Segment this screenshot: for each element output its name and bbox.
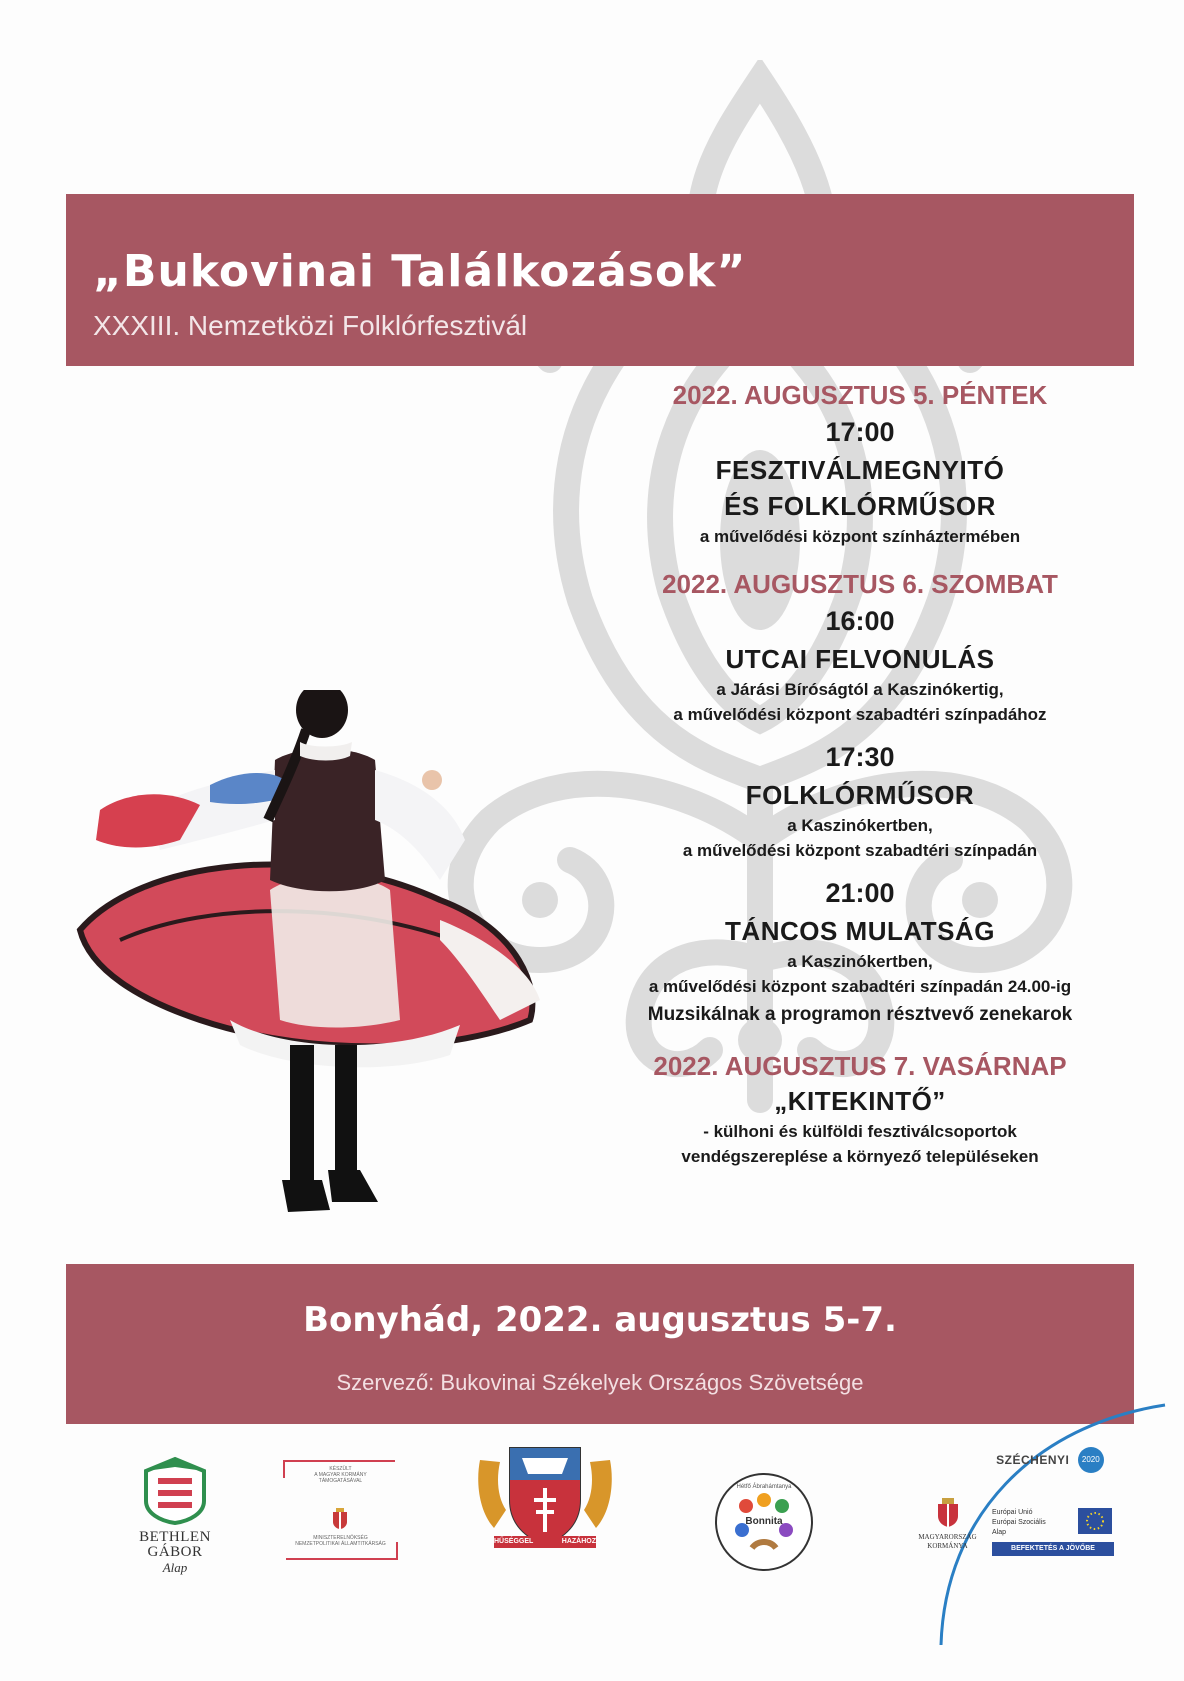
day1-time: 17:00: [825, 417, 895, 447]
bethlen-gabor-logo: [110, 1455, 240, 1575]
szechenyi-2020-logo: [985, 1447, 1115, 1473]
hungarian-crest-icon: [936, 1498, 960, 1528]
eu-slogan: BEFEKTETÉS A JÖVŐBE: [992, 1542, 1114, 1556]
day3-desc2: vendégszereplése a környező településeken: [681, 1147, 1039, 1166]
gov-line1: MAGYARORSZÁG: [918, 1533, 977, 1541]
folk-dancer-illustration: [60, 690, 600, 1270]
day3-date: 2022. AUGUSZTUS 7. VASÁRNAP: [653, 1051, 1067, 1081]
bonnita-arc-text: Hétfő Ábrahámtanya: [736, 1484, 792, 1490]
day2-event2-place1: a Kaszinókertben,: [787, 816, 933, 835]
day2-event3-place1: a Kaszinókertben,: [787, 952, 933, 971]
day2-event3-title: TÁNCOS MULATSÁG: [725, 916, 995, 946]
eu-fund-logo: [992, 1508, 1114, 1560]
day1-place: a művelődési központ színháztermében: [699, 527, 1021, 546]
ministry-line2: A MAGYAR KORMÁNY: [314, 1472, 367, 1478]
day2-event3-time: 21:00: [825, 878, 895, 908]
ministry-line5: NEMZETPOLITIKAI ÁLLAMTITKÁRSÁG: [295, 1541, 386, 1547]
bethlen-sub: Alap: [162, 1560, 188, 1575]
day1-event-line2: ÉS FOLKLÓRMŰSOR: [724, 491, 996, 521]
day1-event-line1: FESZTIVÁLMEGNYITÓ: [715, 455, 1005, 485]
day2-event3-note: Muzsikálnak a programon résztvevő zenekarok: [647, 1004, 1073, 1025]
day2-event1-place1: a Járási Bíróságtól a Kaszinókertig,: [716, 680, 1004, 699]
ministry-line3: TÁMOGATÁSÁVAL: [318, 1478, 363, 1484]
szechenyi-text: SZÉCHENYI: [996, 1453, 1070, 1468]
day2-event3-place2: a művelődési központ szabadtéri színpadán 24.00-ig: [648, 977, 1072, 996]
hungarian-coat-of-arms-icon: [331, 1508, 349, 1530]
day2-date: 2022. AUGUSZTUS 6. SZOMBAT: [662, 569, 1058, 599]
day2-event1-title: UTCAI FELVONULÁS: [725, 644, 995, 674]
bonnita-logo: [712, 1470, 816, 1574]
bonyhad-coat-of-arms: [472, 1440, 618, 1565]
government-support-logo: [283, 1460, 398, 1560]
motto-left: HŰSÉGGEL: [494, 1538, 534, 1545]
day2-event2-time: 17:30: [825, 742, 895, 772]
festival-title: „Bukovinai Találkozások”: [93, 246, 747, 297]
day1-date: 2022. AUGUSZTUS 5. PÉNTEK: [672, 380, 1048, 410]
day2-event2-place2: a művelődési központ szabadtéri színpadán: [682, 841, 1038, 860]
szechenyi-2020-badge: 2020: [1078, 1447, 1104, 1473]
organizer-text: Szervező: Bukovinai Székelyek Országos Szövetsége: [336, 1370, 864, 1395]
eu-flag-icon: [1078, 1508, 1112, 1534]
eu-line1: Európai Unió: [992, 1509, 1033, 1516]
day2-event1-time: 16:00: [825, 606, 895, 636]
gov-line2: KORMÁNYA: [927, 1542, 968, 1550]
bethlen-name: BETHLEN GÁBOR: [139, 1529, 211, 1560]
program-schedule: [580, 378, 1140, 1169]
day3-event-title: „KITEKINTŐ”: [774, 1086, 946, 1116]
hungarian-government-logo: [910, 1498, 985, 1551]
eu-line3: Alap: [992, 1529, 1007, 1536]
ministry-line1: KÉSZÜLT: [329, 1466, 352, 1472]
title-banner: [66, 194, 1134, 366]
bonnita-name: Bonnita: [745, 1516, 783, 1527]
motto-right: HAZÁHOZ: [561, 1538, 596, 1545]
festival-subtitle: XXXIII. Nemzetközi Folklórfesztivál: [93, 310, 528, 341]
eu-line2: Európai Szociális: [992, 1519, 1046, 1526]
ministry-line4: MINISZTERELNÖKSÉG: [313, 1535, 368, 1541]
bonyhad-crest-icon: [472, 1440, 618, 1552]
day3-desc1: - külhoni és külföldi fesztiválcsoportok: [703, 1122, 1017, 1141]
day2-event2-title: FOLKLÓRMŰSOR: [745, 780, 975, 810]
day2-event1-place2: a művelődési központ szabadtéri színpadához: [673, 705, 1047, 724]
bethlen-emblem-icon: [140, 1455, 210, 1525]
location-date: Bonyhád, 2022. augusztus 5-7.: [303, 1300, 897, 1340]
